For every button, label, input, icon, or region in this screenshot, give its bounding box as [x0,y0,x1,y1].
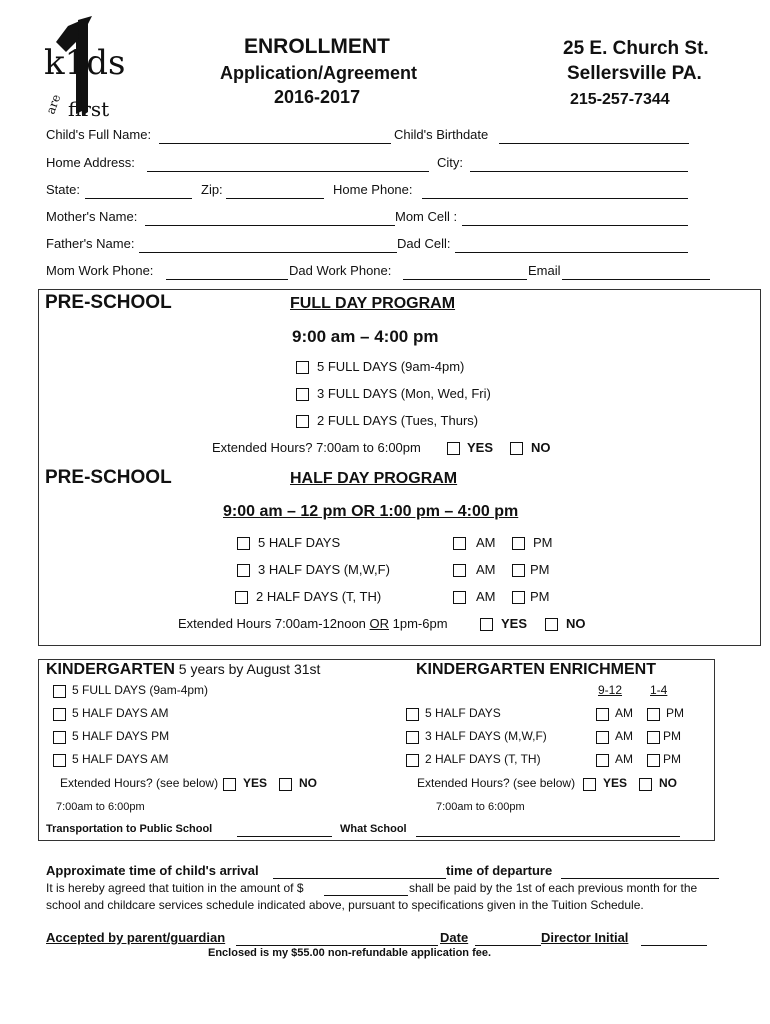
city-label: City: [437,155,463,170]
enr-extended-no-label: NO [659,776,677,790]
kg-5-full-checkbox[interactable] [53,685,66,698]
child-name-field[interactable] [159,143,391,144]
home-phone-field[interactable] [422,198,688,199]
half-3-am-checkbox[interactable] [453,564,466,577]
half-2-days-label: 2 HALF DAYS (T, TH) [256,589,382,604]
departure-label: time of departure [446,863,553,878]
half-5-pm-checkbox[interactable] [512,537,525,550]
zip-field[interactable] [226,198,324,199]
school-year: 2016-2017 [274,87,361,107]
logo-text: k1ds [44,43,126,83]
half-3-pm-checkbox[interactable] [512,564,525,577]
dad-cell-label: Dad Cell: [397,236,451,251]
half-day-hours: 9:00 am – 12 pm OR 1:00 pm – 4:00 pm [223,503,519,520]
full-5-days-checkbox[interactable] [296,361,309,374]
enr-5-am-checkbox[interactable] [596,708,609,721]
father-name-label: Father's Name: [46,236,135,251]
enr-5-half-label: 5 HALF DAYS [425,706,501,720]
kids-are-first-logo [38,12,138,124]
kg-extended-yes-label: YES [243,776,268,790]
half-3-days-checkbox[interactable] [237,564,250,577]
full-extended-no-label: NO [531,440,551,455]
half-2-am-checkbox[interactable] [453,591,466,604]
what-school-label: What School [340,823,407,835]
full-3-days-label: 3 FULL DAYS (Mon, Wed, Fri) [317,386,491,401]
kg-5-half-pm-checkbox[interactable] [53,731,66,744]
enr-ext-hours: 7:00am to 6:00pm [436,801,525,813]
enr-5-half-checkbox[interactable] [406,708,419,721]
kg-5-full-label: 5 FULL DAYS (9am-4pm) [72,683,209,697]
state-label: State: [46,182,80,197]
arrival-field[interactable] [273,878,446,879]
enr-2-half-label: 2 HALF DAYS (T, TH) [425,752,541,766]
half-2-days-checkbox[interactable] [235,591,248,604]
half-2-pm-label: PM [530,589,550,604]
preschool-half-heading: PRE-SCHOOL [45,467,172,488]
enr-extended-yes-label: YES [603,776,628,790]
city-field[interactable] [470,171,688,172]
page-subtitle: Application/Agreement [220,63,418,83]
half-5-am-label: AM [476,535,496,550]
kindergarten-heading: KINDERGARTEN 5 years by August 31st [46,661,321,678]
kg-5-half-am2-label: 5 HALF DAYS AM [72,752,169,766]
mother-name-field[interactable] [145,225,395,226]
arrival-label: Approximate time of child's arrival [46,863,259,878]
signature-field[interactable] [236,945,438,946]
full-extended-no-checkbox[interactable] [510,442,523,455]
kg-extended-no-label: NO [299,776,317,790]
enr-3-pm-checkbox[interactable] [647,731,660,744]
half-day-program-title: HALF DAY PROGRAM [290,470,458,487]
state-field[interactable] [85,198,192,199]
home-phone-label: Home Phone: [333,182,413,197]
email-label: Email [528,263,561,278]
enr-2-am-label: AM [615,752,633,766]
full-2-days-checkbox[interactable] [296,415,309,428]
full-extended-yes-label: YES [467,440,494,455]
enr-5-pm-label: PM [666,706,684,720]
logo-sub1: are [43,92,64,117]
tuition-amount-field[interactable] [324,895,408,896]
date-field[interactable] [475,945,541,946]
mom-work-field[interactable] [166,279,288,280]
address-city: Sellersville PA. [567,63,702,84]
half-extended-label: Extended Hours 7:00am-12noon OR 1pm-6pm [178,616,448,631]
tuition-line-2: school and childcare services schedule indicated above, pursuant to specifications given in the Tuition Schedule. [46,898,644,912]
kg-extended-no-checkbox[interactable] [279,778,292,791]
birthdate-field[interactable] [499,143,689,144]
transport-field[interactable] [237,836,332,837]
birthdate-label: Child's Birthdate [394,127,489,142]
enr-3-am-label: AM [615,729,633,743]
half-extended-yes-label: YES [501,616,528,631]
dad-cell-field[interactable] [455,252,688,253]
kg-5-half-pm-label: 5 HALF DAYS PM [72,729,170,743]
full-extended-label: Extended Hours? 7:00am to 6:00pm [212,440,421,455]
home-address-label: Home Address: [46,155,135,170]
preschool-full-heading: PRE-SCHOOL [45,292,172,313]
kg-ext-hours: 7:00am to 6:00pm [56,801,145,813]
enrichment-col-pm: 1-4 [650,683,668,697]
tuition-line-b: shall be paid by the 1st of each previous month for the [409,881,698,895]
enr-2-half-checkbox[interactable] [406,754,419,767]
half-5-days-checkbox[interactable] [237,537,250,550]
mom-cell-field[interactable] [462,225,688,226]
mother-name-label: Mother's Name: [46,209,138,224]
half-3-am-label: AM [476,562,496,577]
enrichment-heading: KINDERGARTEN ENRICHMENT [416,661,656,678]
zip-label: Zip: [201,182,223,197]
enr-extended-label: Extended Hours? (see below) [417,776,576,790]
enrichment-col-am: 9-12 [598,683,623,697]
page-title: ENROLLMENT [244,35,390,58]
kg-extended-label: Extended Hours? (see below) [60,776,219,790]
dad-work-field[interactable] [403,279,527,280]
mom-cell-label: Mom Cell : [395,209,458,224]
full-day-program-title: FULL DAY PROGRAM [290,295,456,312]
kg-5-half-am2-checkbox[interactable] [53,754,66,767]
half-extended-no-checkbox[interactable] [545,618,558,631]
enr-2-pm-label: PM [663,752,681,766]
kg-5-half-am-label: 5 HALF DAYS AM [72,706,169,720]
father-name-field[interactable] [139,252,397,253]
half-5-days-label: 5 HALF DAYS [258,535,341,550]
enr-5-am-label: AM [615,706,633,720]
mom-work-label: Mom Work Phone: [46,263,154,278]
enr-3-pm-label: PM [663,729,681,743]
half-2-pm-checkbox[interactable] [512,591,525,604]
enr-2-am-checkbox[interactable] [596,754,609,767]
half-3-days-label: 3 HALF DAYS (M,W,F) [258,562,390,577]
tuition-line-a: It is hereby agreed that tuition in the amount of $ [46,881,304,895]
enr-5-pm-checkbox[interactable] [647,708,660,721]
phone-number: 215-257-7344 [570,91,670,108]
enr-2-pm-checkbox[interactable] [647,754,660,767]
date-label: Date [440,930,469,945]
home-address-field[interactable] [147,171,429,172]
kg-5-half-am-checkbox[interactable] [53,708,66,721]
enr-3-half-checkbox[interactable] [406,731,419,744]
enr-extended-yes-checkbox[interactable] [583,778,596,791]
full-5-days-label: 5 FULL DAYS (9am-4pm) [317,359,465,374]
full-3-days-checkbox[interactable] [296,388,309,401]
director-field[interactable] [641,945,707,946]
half-extended-yes-checkbox[interactable] [480,618,493,631]
half-3-pm-label: PM [530,562,550,577]
full-extended-yes-checkbox[interactable] [447,442,460,455]
enr-extended-no-checkbox[interactable] [639,778,652,791]
dad-work-label: Dad Work Phone: [289,263,392,278]
director-label: Director Initial [541,930,629,945]
address-street: 25 E. Church St. [563,38,709,59]
child-name-label: Child's Full Name: [46,127,152,142]
enr-3-half-label: 3 HALF DAYS (M,W,F) [425,729,547,743]
half-5-am-checkbox[interactable] [453,537,466,550]
half-extended-no-label: NO [566,616,586,631]
kg-extended-yes-checkbox[interactable] [223,778,236,791]
full-2-days-label: 2 FULL DAYS (Tues, Thurs) [317,413,479,428]
full-day-hours: 9:00 am – 4:00 pm [292,327,439,346]
email-field[interactable] [562,279,710,280]
accepted-label: Accepted by parent/guardian [46,930,226,945]
what-school-field[interactable] [416,836,680,837]
enr-3-am-checkbox[interactable] [596,731,609,744]
half-2-am-label: AM [476,589,496,604]
logo-sub2: first [68,97,110,121]
fee-note: Enclosed is my $55.00 non-refundable application fee. [208,947,492,959]
half-5-pm-label: PM [533,535,553,550]
departure-field[interactable] [561,878,719,879]
transport-label: Transportation to Public School [46,823,213,835]
